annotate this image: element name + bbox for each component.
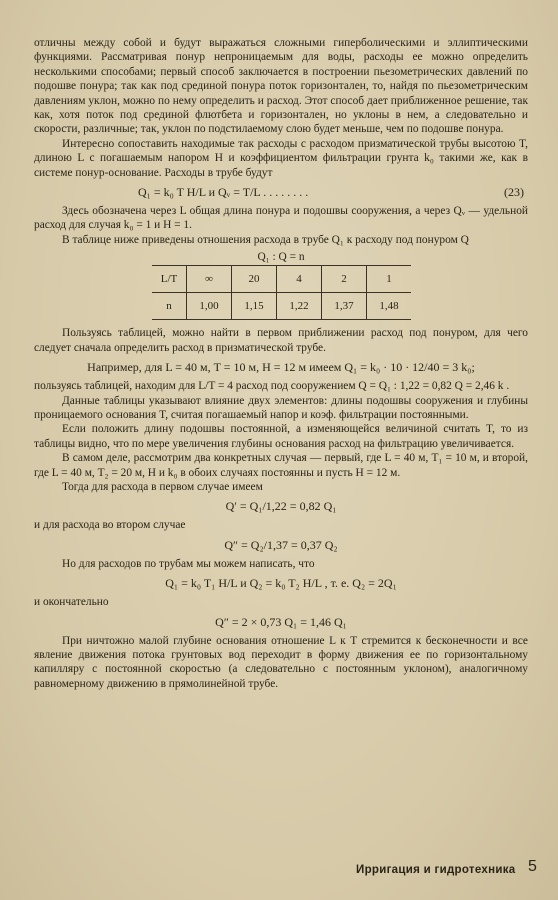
example-formula: Например, для L = 40 м, T = 10 м, H = 12 м имеем Q₁ = k₀ · 10 · 12/40 = 3 k₀; [87, 360, 475, 375]
table-row [152, 293, 411, 320]
table-caption: Q₁ : Q = n [257, 251, 305, 264]
paragraph-14: При ничтожно малой глубине основания отношение L к T стремится к бесконечности и все явление движения потока грунтовых вод переходит в форму движения ее по горизонтальному капилляру с постоянной скоростью (а следовательно с постоянным уклоном), аналогичному равномерному движению в прямолинейной трубе. [34, 634, 528, 690]
paragraph-1: отличны между собой и будут выражаться сложными гиперболическими и эллиптическими функциями. Рассматривая понур непроницаемым для воды, расходы ее можно определить несколькими способами; первый способ заключается в построении пьезометрических давлений по подошве понура; так как под срединой понура поток горизонтален, то, найдя по пьезометрическим давлениям уклон, можно по нему определить и расход. Этот способ дает приближенное решение, так как, хотя поток под срединой флютбета и горизонтален, но уклоны в нем, а следовательно и скорости, различные; так, уклон по подстилаемому слою будет меньше, чем по подошве понура. [34, 37, 528, 136]
table-cell: L/T [152, 266, 187, 293]
paragraph-8: Если положить длину подошвы постоянной, а изменяющейся величиной считать T, то из таблицы видно, что по мере увеличения глубины основания расход на фильтрацию увеличивается. [34, 423, 528, 450]
table-cell: 1,48 [367, 293, 412, 320]
formula-q-double-prime: Q″ = Q₂/1,37 = 0,37 Q₂ [224, 537, 338, 552]
paragraph-3: Здесь обозначена через L общая длина понура и подошвы сооружения, а через Qᵥ — удельной расход для случая k₀ = 1 и H = 1. [34, 205, 528, 232]
table-cell: 1 [367, 266, 412, 293]
formula-final: Q″ = 2 × 0,73 Q₁ = 1,46 Q₁ [215, 614, 347, 629]
paragraph-5: Пользуясь таблицей, можно найти в первом приближении расход под понуром, для чего следует сначала определить расход в призматической трубе. [34, 327, 528, 354]
page-number: 5 [528, 858, 537, 875]
table-cell: 20 [232, 266, 277, 293]
running-title: Ирригация и гидротехника [356, 864, 516, 876]
table-cell: n [152, 293, 187, 320]
paragraph-2: Интересно сопоставить находимые так расходы с расходом призматической трубы высотою T, длиною L с погашаемым напором H и коэффициентом фильтрации грунта k₀ такими же, как в системе понур-основание. Расходы в трубе будут [34, 137, 528, 179]
table-cell: 4 [277, 266, 322, 293]
table-cell: 1,00 [187, 293, 232, 320]
table-cell: 1,22 [277, 293, 322, 320]
paragraph-6: пользуясь таблицей, находим для L/T = 4 расход под сооружением Q = Q₁ : 1,22 = 0,82 Q = 2,46 k . [34, 380, 510, 393]
paragraph-10: Тогда для расхода в первом случае имеем [62, 480, 263, 493]
formula-q-prime: Q′ = Q₁/1,22 = 0,82 Q₁ [225, 499, 337, 514]
equation-23-number: (23) [504, 185, 524, 200]
formula-pipes: Q₁ = k₀ T₁ H/L и Q₂ = k₀ T₂ H/L , т. е. Q₂ = 2Q₁ [165, 576, 397, 591]
paragraph-9: В самом деле, рассмотрим два конкретных случая — первый, где L = 40 м, T₁ = 10 м, и второй, где L = 40 м, T₂ = 20 м, H и k₀ в обоих случаях постоянны и пусть H = 12 м. [34, 452, 528, 479]
paragraph-11: и для расхода во втором случае [34, 519, 186, 532]
table-cell: 2 [322, 266, 367, 293]
equation-23 [34, 182, 528, 202]
ratio-table [152, 265, 411, 320]
table-cell: 1,15 [232, 293, 277, 320]
table-header-row [152, 266, 411, 293]
table-cell: ∞ [187, 266, 232, 293]
paragraph-13: и окончательно [34, 596, 109, 609]
paragraph-4: В таблице ниже приведены отношения расхода в трубе Q₁ к расходу под понуром Q [62, 233, 469, 246]
paragraph-12: Но для расходов по трубам мы можем написать, что [62, 557, 315, 570]
equation-23-body: Q₁ = k₀ T H/L и Qᵥ = T/L . . . . . . . . [138, 185, 309, 200]
paragraph-7: Данные таблицы указывают влияние двух элементов: длины подошвы сооружения и глубины проницаемого основания T, считая погашаемый напор и коэф. фильтрации постоянными. [34, 394, 528, 421]
table-cell: 1,37 [322, 293, 367, 320]
